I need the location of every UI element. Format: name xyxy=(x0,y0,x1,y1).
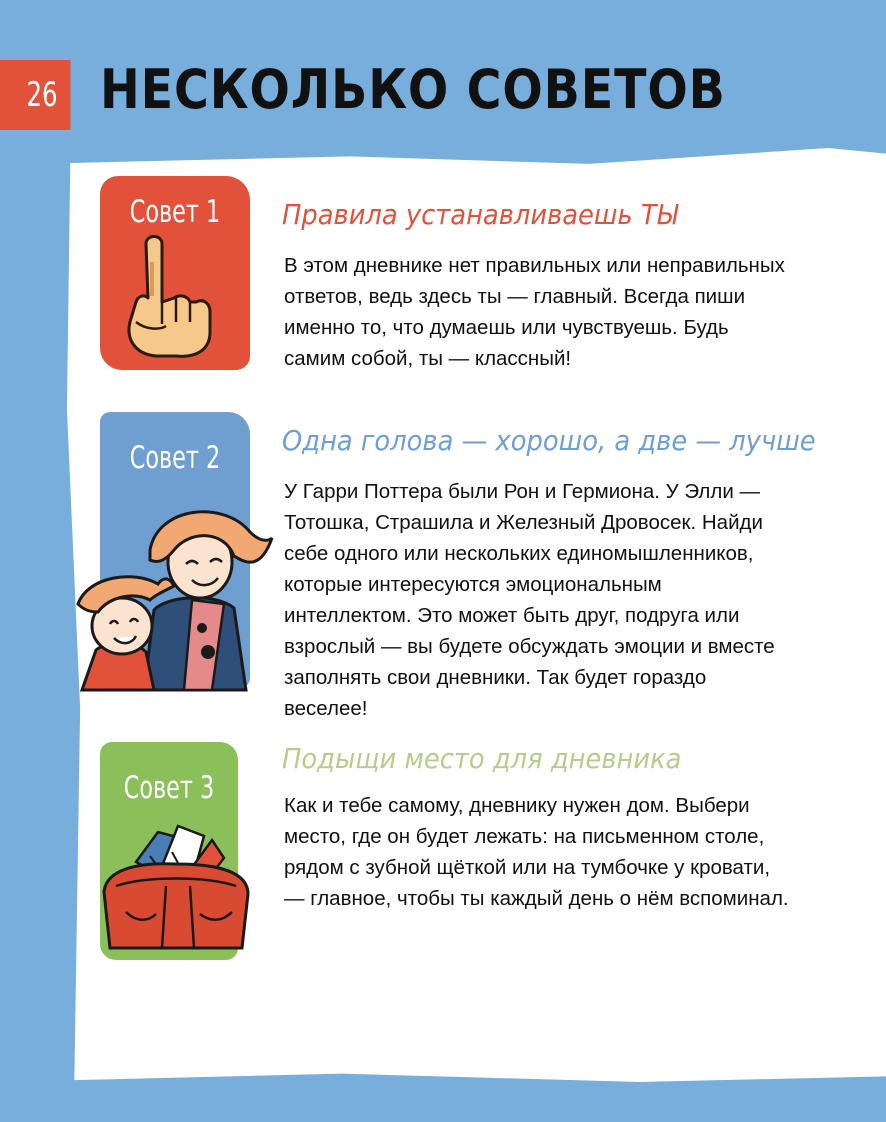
tip-3-label: Совет 3 xyxy=(123,770,215,806)
tip-1-label: Совет 1 xyxy=(129,194,221,230)
tip-3-heading: Подыщи место для дневника xyxy=(282,742,682,775)
tip-1-heading: Правила устанавливаешь ТЫ xyxy=(282,198,678,231)
tip-2-heading: Одна голова — хорошо, а две — лучше xyxy=(282,424,816,457)
girl-and-boy-icon xyxy=(74,500,274,690)
tip-2-label: Совет 2 xyxy=(129,440,221,476)
tip-3-text: Как и тебе самому, дневнику нужен дом. Выбери место, где он будет лежать: на письменном столе, рядом с зубной щёткой или на тумбочке у кровати, — главное, чтобы ты каждый день о нём вспоминал. xyxy=(284,794,789,910)
page-title: НЕСКОЛЬКО СОВЕТОВ xyxy=(100,58,726,121)
page-number: 26 xyxy=(0,60,70,130)
tip-2-text: У Гарри Поттера были Рон и Гермиона. У Элли — Тотошка, Страшила и Железный Дровосек. Найди себе одного или нескольких единомышленников, которые интересуются эмоциональным интеллектом. Это может быть друг, подруга или взрослый — вы будете обсуждать эмоции и вместе заполнять свои дневники. Так будет гораздо веселее! xyxy=(284,480,775,720)
backpack-with-books-icon xyxy=(96,822,256,952)
tip-1-text: В этом дневнике нет правильных или неправильных ответов, ведь здесь ты — главный. Всегда пиши именно то, что думаешь или чувствуешь. Будь самим собой, ты — классный! xyxy=(284,254,785,370)
pointing-hand-icon xyxy=(116,232,226,362)
